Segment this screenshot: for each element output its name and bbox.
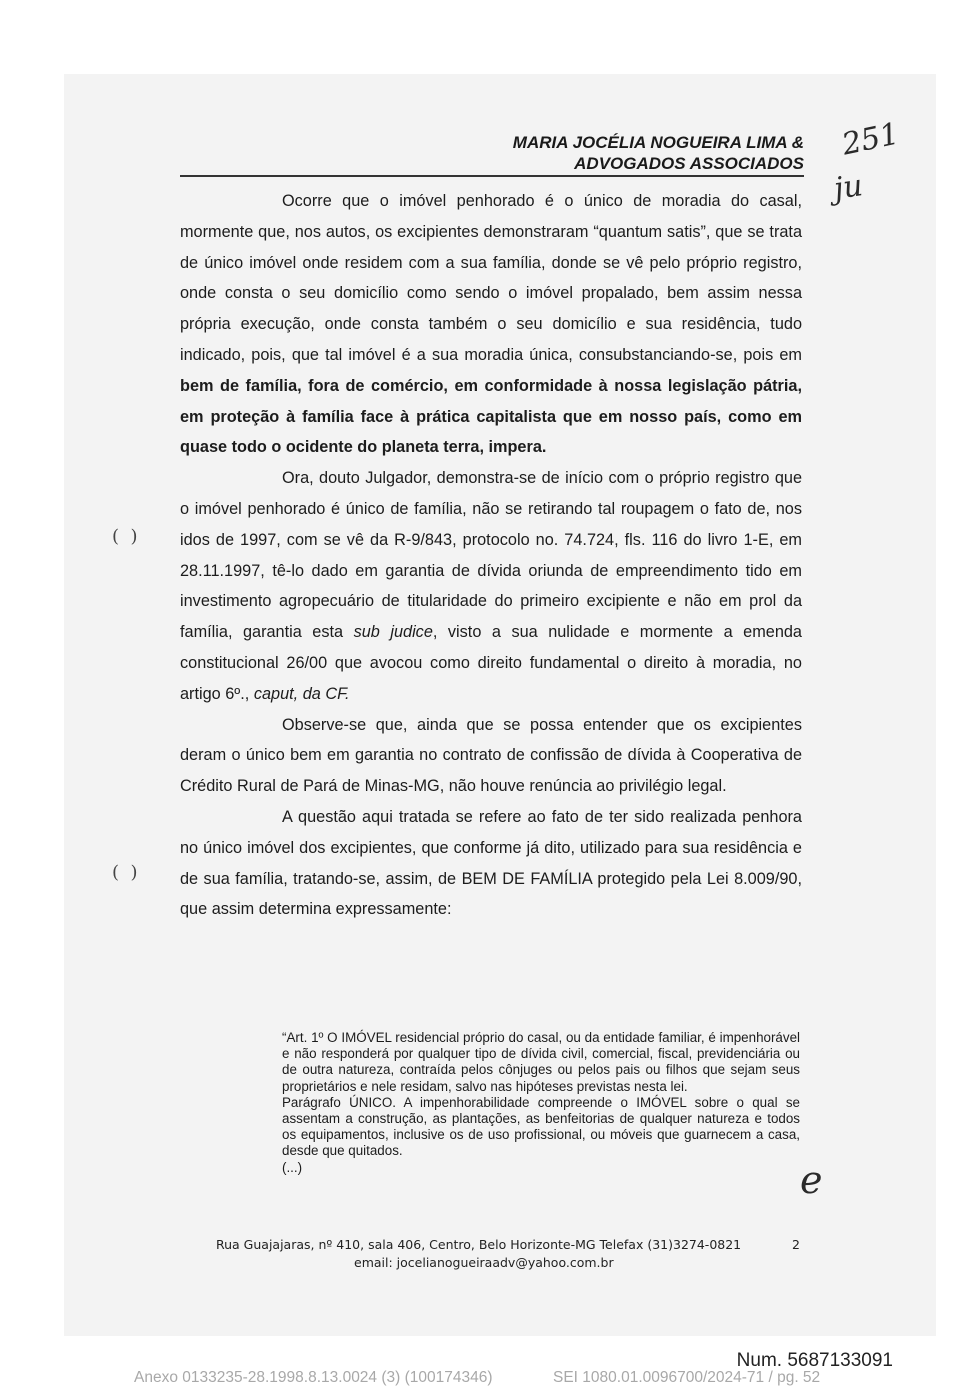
letterhead-line-2: ADVOGADOS ASSOCIADOS [574, 154, 804, 173]
page-number: 2 [792, 1237, 800, 1252]
quote-article-1: “Art. 1º O IMÓVEL residencial próprio do casal, ou da entidade familiar, é impenhorável e não responderá por qualquer tipo de dívida civil, comercial, fiscal, previdenciária ou de outra natureza, contraída pelos cônjuges ou pelos pais ou filhos que sejam seus proprietários e nele residam, salvo nas hipóteses previstas nesta lei. [282, 1030, 800, 1094]
handwritten-mark: e [800, 1158, 823, 1202]
paragraph-1-bold: bem de família, fora de comércio, em conformidade à nossa legislação pátria, em proteção à família face à prática capitalista que em nosso país, como em quase todo o ocidente do planeta terra, impera. [180, 376, 802, 457]
header-divider [180, 175, 804, 177]
sei-page-stamp: SEI 1080.01.0096700/2024-71 / pg. 52 [553, 1369, 821, 1386]
law-quotation [282, 1030, 800, 1176]
letterhead-line-1: MARIA JOCÉLIA NOGUEIRA LIMA & [512, 133, 804, 152]
footer-address: Rua Guajajaras, nº 410, sala 406, Centro, Belo Horizonte-MG Telefax (31)3274-0821 [216, 1237, 742, 1252]
document-number-stamp: Num. 5687133091 [736, 1350, 893, 1371]
margin-hole-mark: ( ) [112, 862, 138, 883]
handwritten-folio-number: 251 [838, 116, 903, 163]
document-body [180, 186, 802, 925]
margin-hole-mark: ( ) [112, 526, 138, 547]
quote-ellipsis: (...) [282, 1159, 303, 1175]
letterhead [513, 132, 804, 174]
annex-stamp: Anexo 0133235-28.1998.8.13.0024 (3) (100174346) [134, 1369, 493, 1386]
quote-sole-paragraph: Parágrafo ÚNICO. A impenhorabilidade compreende o IMÓVEL sobre o qual se assentam a construção, as plantações, as benfeitorias de qualquer natureza e todos os equipamentos, inclusive os de uso profissional, ou móveis que guarnecem a casa, desde que quitados. [282, 1094, 800, 1159]
paragraph-2: Ora, douto Julgador, demonstra-se de início com o próprio registro que o imóvel penhorado é único de família, não se retirando tal roupagem o fato de, nos idos de 1997, com se vê da R-9/843, protocolo no. 74.724, fls. 116 do livro 1-E, em 28.11.1997, tê-lo dado em garantia de dívida oriunda de empreendimento tido em investimento agropecuário de titularidade do primeiro excipiente e não em prol da família, garantia esta sub judice, visto a sua nulidade e mormente a emenda constitucional 26/00 que avocou como direito fundamental o direito à moradia, no artigo 6º., caput, da CF. [180, 469, 802, 703]
paragraph-4: A questão aqui tratada se refere ao fato de ter sido realizada penhora no único imóvel dos excipientes, que conforme já dito, utilizado para sua residência e de sua família, tratando-se, assim, de BEM DE FAMÍLIA protegido pela Lei 8.009/90, que assim determina expressamente: [180, 807, 802, 919]
paragraph-3: Observe-se que, ainda que se possa entender que os excipientes deram o único bem em garantia no contrato de confissão de dívida à Cooperativa de Crédito Rural de Pará de Minas-MG, não houve renúncia ao privilégio legal. [180, 715, 802, 796]
paragraph-1: Ocorre que o imóvel penhorado é o único de moradia do casal, mormente que, nos autos, os excipientes demonstraram “quantum satis”, que se trata de único imóvel onde residem com a sua família, donde se vê pelo próprio registro, onde consta o seu domicílio como sendo o imóvel propalado, bem assim nessa própria execução, onde consta também o seu domicílio e sua residência, tudo indicado, pois, que tal imóvel é a sua moradia única, consubstanciando-se, pois em bem de família, fora de comércio, em conformidade à nossa legislação pátria, em proteção à família face à prática capitalista que em nosso país, como em quase todo o ocidente do planeta terra, impera. [180, 192, 802, 457]
handwritten-initials: ju [831, 168, 865, 207]
footer-email: email: jocelianogueiraadv@yahoo.com.br [354, 1255, 614, 1270]
